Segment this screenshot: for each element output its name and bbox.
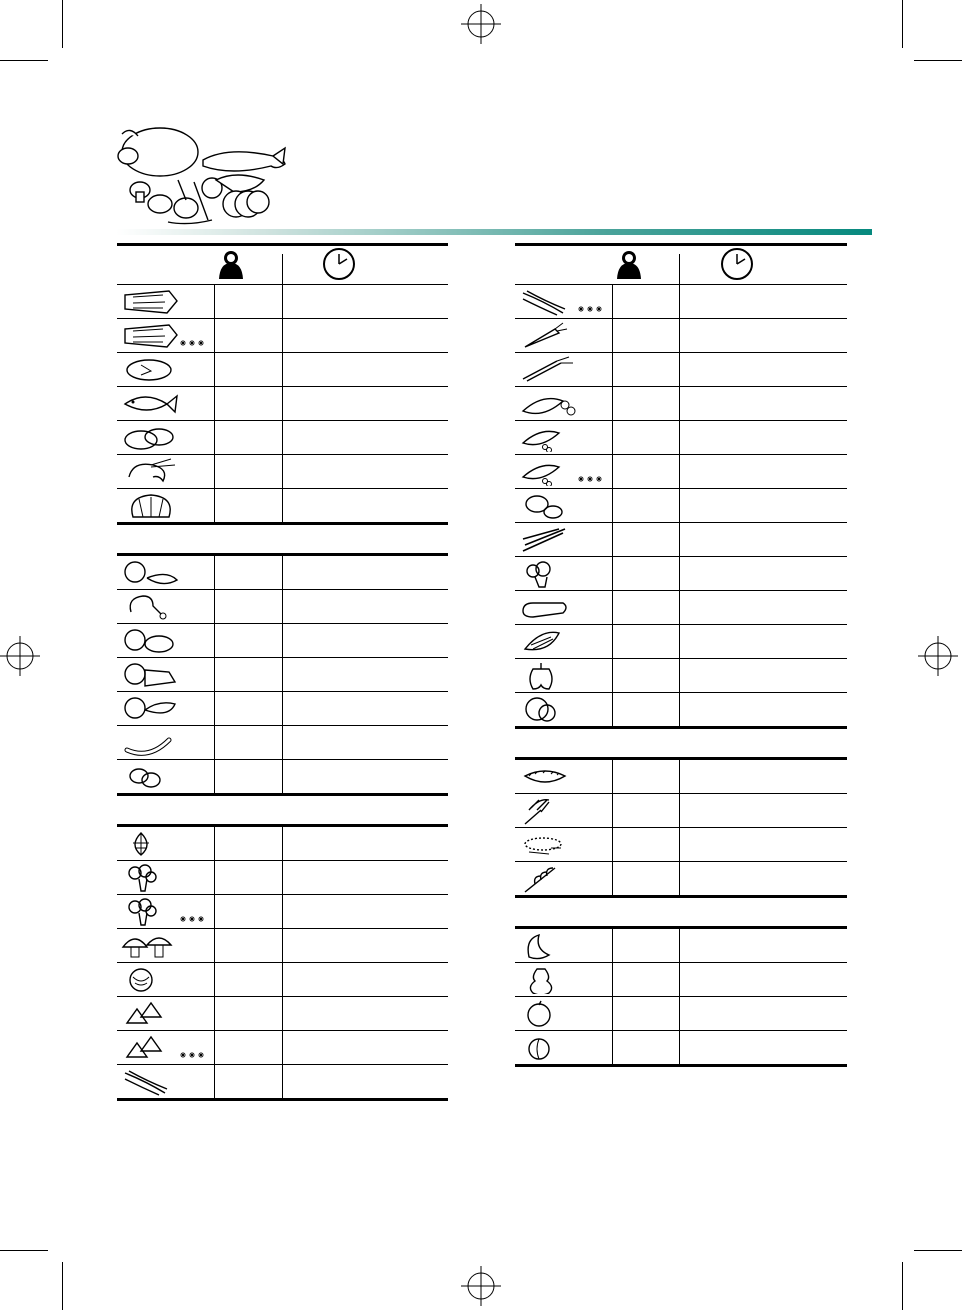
- column-divider: [282, 929, 283, 962]
- column-divider: [214, 827, 215, 860]
- registration-mark-icon: [461, 1266, 501, 1306]
- whole-fish-icon: [121, 389, 207, 418]
- spinach-icon: [121, 1033, 207, 1062]
- time-cell: [687, 353, 843, 386]
- table-row: [117, 725, 448, 759]
- table-row: [515, 793, 847, 827]
- table-section-grains: [515, 729, 847, 898]
- column-divider: [679, 455, 680, 488]
- table-header: [117, 243, 448, 284]
- table-row: [515, 386, 847, 420]
- column-divider: [282, 353, 283, 386]
- time-cell: [687, 523, 843, 556]
- table-row: [515, 522, 847, 556]
- column-divider: [679, 591, 680, 624]
- section-end-rule: [515, 1064, 847, 1067]
- time-cell: [290, 387, 444, 420]
- column-divider: [679, 421, 680, 454]
- column-divider: [214, 319, 215, 352]
- column-divider: [214, 726, 215, 759]
- section-gap: [515, 729, 847, 757]
- time-cell: [687, 557, 843, 590]
- column-divider: [679, 1031, 680, 1064]
- registration-mark-icon: [918, 636, 958, 676]
- weight-cell: [221, 590, 278, 623]
- table-row: [117, 759, 448, 793]
- mushrooms-icon: [121, 931, 207, 960]
- column-divider: [214, 861, 215, 894]
- left-table: [117, 243, 448, 1101]
- table-row: [515, 318, 847, 352]
- weight-cell: [619, 929, 675, 962]
- column-divider: [612, 319, 613, 352]
- table-row: [117, 454, 448, 488]
- column-divider: [679, 557, 680, 590]
- table-row: [117, 860, 448, 894]
- table-row: [515, 420, 847, 454]
- column-divider: [679, 794, 680, 827]
- section-rule: [116, 229, 872, 235]
- column-divider: [612, 285, 613, 318]
- apple-icon: [519, 999, 605, 1028]
- weight-cell: [619, 489, 675, 522]
- mussels-icon: [121, 423, 207, 452]
- weight-cell: [221, 319, 278, 352]
- couscous-icon: [519, 830, 605, 859]
- registration-mark-icon: [0, 636, 40, 676]
- time-cell: [290, 556, 444, 589]
- column-divider: [282, 760, 283, 793]
- clock-icon: [720, 247, 754, 281]
- column-divider: [282, 421, 283, 454]
- column-divider: [282, 1065, 283, 1098]
- time-cell: [687, 963, 843, 996]
- weight-cell: [221, 963, 278, 996]
- crop-mark: [0, 1250, 48, 1251]
- table-row: [117, 318, 448, 352]
- column-divider: [282, 997, 283, 1030]
- onion-icon: [519, 695, 605, 724]
- column-divider: [214, 895, 215, 928]
- crop-mark: [62, 0, 63, 48]
- registration-mark-icon: [461, 4, 501, 44]
- column-divider: [612, 591, 613, 624]
- column-divider: [214, 387, 215, 420]
- weight-cell: [221, 692, 278, 725]
- broccoli-icon: [121, 863, 207, 892]
- column-divider: [612, 1031, 613, 1064]
- weight-cell: [619, 794, 675, 827]
- column-divider: [679, 319, 680, 352]
- scallop-icon: [121, 491, 207, 520]
- column-divider: [612, 693, 613, 726]
- crop-mark: [62, 1262, 63, 1310]
- column-divider: [214, 929, 215, 962]
- column-divider: [612, 387, 613, 420]
- weight-cell: [619, 353, 675, 386]
- fish-fillet-icon: [121, 321, 207, 350]
- column-divider: [282, 1031, 283, 1064]
- time-cell: [290, 963, 444, 996]
- column-divider: [612, 929, 613, 962]
- time-cell: [290, 624, 444, 657]
- pasta-icon: [519, 796, 605, 825]
- table-row: [515, 284, 847, 318]
- table-row: [515, 454, 847, 488]
- column-divider: [214, 353, 215, 386]
- weight-cell: [221, 421, 278, 454]
- table-row: [515, 352, 847, 386]
- weight-cell: [221, 489, 278, 522]
- column-divider: [679, 353, 680, 386]
- time-cell: [687, 760, 843, 793]
- time-cell: [687, 387, 843, 420]
- chicken-leg-icon: [121, 592, 207, 621]
- table-row: [515, 590, 847, 624]
- time-cell: [290, 285, 444, 318]
- table-row: [515, 827, 847, 861]
- shrimp-icon: [121, 457, 207, 486]
- column-divider: [282, 254, 283, 284]
- time-cell: [687, 862, 843, 895]
- table-row: [117, 962, 448, 996]
- leek-icon: [519, 355, 605, 384]
- table-row: [117, 996, 448, 1030]
- column-divider: [282, 489, 283, 522]
- time-cell: [290, 1031, 444, 1064]
- table-row: [515, 962, 847, 996]
- table-row: [515, 488, 847, 522]
- table-row: [117, 488, 448, 522]
- weight-cell: [221, 726, 278, 759]
- pear-icon: [519, 965, 605, 994]
- table-row: [117, 553, 448, 589]
- corn-cob-icon: [519, 627, 605, 656]
- meat-joint-icon: [121, 660, 207, 689]
- column-divider: [612, 523, 613, 556]
- crop-mark: [914, 60, 962, 61]
- column-divider: [612, 659, 613, 692]
- section-gap: [117, 796, 448, 824]
- column-divider: [214, 624, 215, 657]
- time-cell: [290, 997, 444, 1030]
- table-row: [117, 824, 448, 860]
- table-row: [515, 556, 847, 590]
- table-row: [117, 623, 448, 657]
- time-cell: [687, 591, 843, 624]
- weight-cell: [221, 353, 278, 386]
- column-divider: [679, 659, 680, 692]
- table-row: [117, 928, 448, 962]
- column-divider: [214, 1065, 215, 1098]
- time-cell: [687, 997, 843, 1030]
- column-divider: [679, 523, 680, 556]
- weight-cell: [221, 1065, 278, 1098]
- time-cell: [687, 319, 843, 352]
- time-cell: [290, 590, 444, 623]
- right-table: [515, 243, 847, 1067]
- time-cell: [687, 828, 843, 861]
- column-divider: [679, 929, 680, 962]
- table-row: [515, 861, 847, 895]
- time-cell: [687, 1031, 843, 1064]
- column-divider: [612, 625, 613, 658]
- crop-mark: [0, 60, 48, 61]
- table-row: [515, 692, 847, 726]
- weight-cell: [619, 557, 675, 590]
- cauliflower-icon: [519, 559, 605, 588]
- column-divider: [282, 692, 283, 725]
- section-end-rule: [117, 1098, 448, 1101]
- food-illustration-icon: [108, 122, 288, 226]
- column-divider: [214, 692, 215, 725]
- column-divider: [679, 285, 680, 318]
- green-beans-icon: [519, 287, 605, 316]
- table-section-vegetables-2: [515, 284, 847, 729]
- column-divider: [679, 387, 680, 420]
- time-cell: [290, 319, 444, 352]
- column-divider: [282, 861, 283, 894]
- column-divider: [612, 353, 613, 386]
- time-cell: [290, 658, 444, 691]
- weight-cell: [221, 895, 278, 928]
- column-divider: [282, 455, 283, 488]
- time-cell: [290, 489, 444, 522]
- meat-portion-icon: [121, 626, 207, 655]
- crop-mark: [902, 0, 903, 48]
- table-row: [117, 589, 448, 623]
- weight-cell: [221, 760, 278, 793]
- table-row: [515, 658, 847, 692]
- column-divider: [679, 963, 680, 996]
- weight-cell: [221, 1031, 278, 1064]
- weight-cell: [221, 658, 278, 691]
- weight-cell: [619, 693, 675, 726]
- weight-cell: [221, 387, 278, 420]
- rice-bowl-icon: [519, 762, 605, 791]
- column-divider: [679, 997, 680, 1030]
- column-divider: [612, 489, 613, 522]
- time-cell: [290, 421, 444, 454]
- column-divider: [214, 285, 215, 318]
- table-header: [515, 243, 847, 284]
- table-row: [117, 1030, 448, 1064]
- time-cell: [290, 353, 444, 386]
- column-divider: [214, 997, 215, 1030]
- time-cell: [290, 692, 444, 725]
- artichoke-icon: [121, 829, 207, 858]
- sausage-icon: [121, 728, 207, 757]
- time-cell: [290, 861, 444, 894]
- column-divider: [282, 319, 283, 352]
- time-cell: [687, 285, 843, 318]
- time-cell: [290, 929, 444, 962]
- weight-cell: [221, 861, 278, 894]
- time-cell: [687, 455, 843, 488]
- column-divider: [282, 387, 283, 420]
- table-row: [515, 926, 847, 962]
- table-row: [117, 894, 448, 928]
- column-divider: [214, 1031, 215, 1064]
- weight-cell: [619, 285, 675, 318]
- time-cell: [687, 794, 843, 827]
- bell-pepper-icon: [519, 661, 605, 690]
- column-divider: [282, 827, 283, 860]
- column-divider: [679, 489, 680, 522]
- weight-cell: [619, 387, 675, 420]
- chicken-fillet-icon: [121, 558, 207, 587]
- table-section-fish-seafood: [117, 284, 448, 525]
- table-row: [515, 624, 847, 658]
- table-row: [117, 284, 448, 318]
- column-divider: [612, 794, 613, 827]
- person-bust-icon: [616, 249, 642, 279]
- time-cell: [290, 726, 444, 759]
- spinach-icon: [121, 999, 207, 1028]
- time-cell: [290, 895, 444, 928]
- time-cell: [687, 625, 843, 658]
- column-divider: [679, 828, 680, 861]
- crop-mark: [914, 1250, 962, 1251]
- column-divider: [282, 285, 283, 318]
- column-divider: [214, 590, 215, 623]
- table-row: [117, 420, 448, 454]
- weight-cell: [619, 523, 675, 556]
- time-cell: [687, 659, 843, 692]
- column-divider: [679, 760, 680, 793]
- time-cell: [290, 1065, 444, 1098]
- column-divider: [214, 421, 215, 454]
- table-row: [117, 691, 448, 725]
- column-divider: [214, 489, 215, 522]
- time-cell: [687, 693, 843, 726]
- weight-cell: [221, 556, 278, 589]
- time-cell: [687, 489, 843, 522]
- table-row: [117, 386, 448, 420]
- column-divider: [214, 963, 215, 996]
- column-divider: [214, 760, 215, 793]
- column-divider: [214, 658, 215, 691]
- weight-cell: [221, 624, 278, 657]
- potatoes-icon: [519, 491, 605, 520]
- crop-mark: [902, 1262, 903, 1310]
- eggs-icon: [121, 762, 207, 791]
- table-section-meat-eggs: [117, 525, 448, 796]
- column-divider: [679, 862, 680, 895]
- asparagus-icon: [519, 525, 605, 554]
- weight-cell: [619, 1031, 675, 1064]
- broad-beans-icon: [519, 389, 605, 418]
- weight-cell: [619, 659, 675, 692]
- column-divider: [612, 557, 613, 590]
- column-divider: [612, 421, 613, 454]
- zucchini-icon: [519, 593, 605, 622]
- table-row: [515, 1030, 847, 1064]
- weight-cell: [619, 455, 675, 488]
- time-cell: [290, 827, 444, 860]
- weight-cell: [221, 285, 278, 318]
- column-divider: [282, 963, 283, 996]
- banana-icon: [519, 931, 605, 960]
- table-section-vegetables-1: [117, 796, 448, 1101]
- column-divider: [612, 760, 613, 793]
- section-gap: [117, 525, 448, 553]
- time-cell: [290, 760, 444, 793]
- weight-cell: [221, 827, 278, 860]
- column-divider: [679, 254, 680, 284]
- person-bust-icon: [218, 249, 244, 279]
- weight-cell: [619, 625, 675, 658]
- green-beans-icon: [121, 1067, 207, 1096]
- column-divider: [282, 658, 283, 691]
- table-row: [515, 757, 847, 793]
- table-row: [117, 1064, 448, 1098]
- table-row: [117, 352, 448, 386]
- column-divider: [612, 997, 613, 1030]
- peas-icon: [519, 423, 605, 452]
- column-divider: [612, 455, 613, 488]
- time-cell: [290, 455, 444, 488]
- column-divider: [612, 963, 613, 996]
- plum-icon: [519, 1033, 605, 1062]
- column-divider: [282, 895, 283, 928]
- section-gap: [515, 898, 847, 926]
- column-divider: [282, 726, 283, 759]
- column-divider: [679, 693, 680, 726]
- column-divider: [679, 625, 680, 658]
- column-divider: [282, 556, 283, 589]
- fish-steak-icon: [121, 355, 207, 384]
- weight-cell: [619, 421, 675, 454]
- broccoli-icon: [121, 897, 207, 926]
- meat-cut-icon: [121, 694, 207, 723]
- weight-cell: [221, 455, 278, 488]
- wheat-icon: [519, 864, 605, 893]
- column-divider: [282, 624, 283, 657]
- column-divider: [214, 455, 215, 488]
- weight-cell: [619, 760, 675, 793]
- weight-cell: [619, 319, 675, 352]
- table-row: [515, 996, 847, 1030]
- weight-cell: [619, 828, 675, 861]
- fish-fillet-icon: [121, 287, 207, 316]
- weight-cell: [619, 963, 675, 996]
- column-divider: [282, 590, 283, 623]
- clock-icon: [322, 247, 356, 281]
- weight-cell: [619, 997, 675, 1030]
- weight-cell: [619, 591, 675, 624]
- time-cell: [687, 421, 843, 454]
- weight-cell: [221, 929, 278, 962]
- column-divider: [612, 862, 613, 895]
- column-divider: [612, 828, 613, 861]
- table-section-fruit: [515, 898, 847, 1067]
- carrots-icon: [519, 321, 605, 350]
- column-divider: [214, 556, 215, 589]
- peas-icon: [519, 457, 605, 486]
- time-cell: [687, 929, 843, 962]
- weight-cell: [221, 997, 278, 1030]
- weight-cell: [619, 862, 675, 895]
- cabbage-icon: [121, 965, 207, 994]
- table-row: [117, 657, 448, 691]
